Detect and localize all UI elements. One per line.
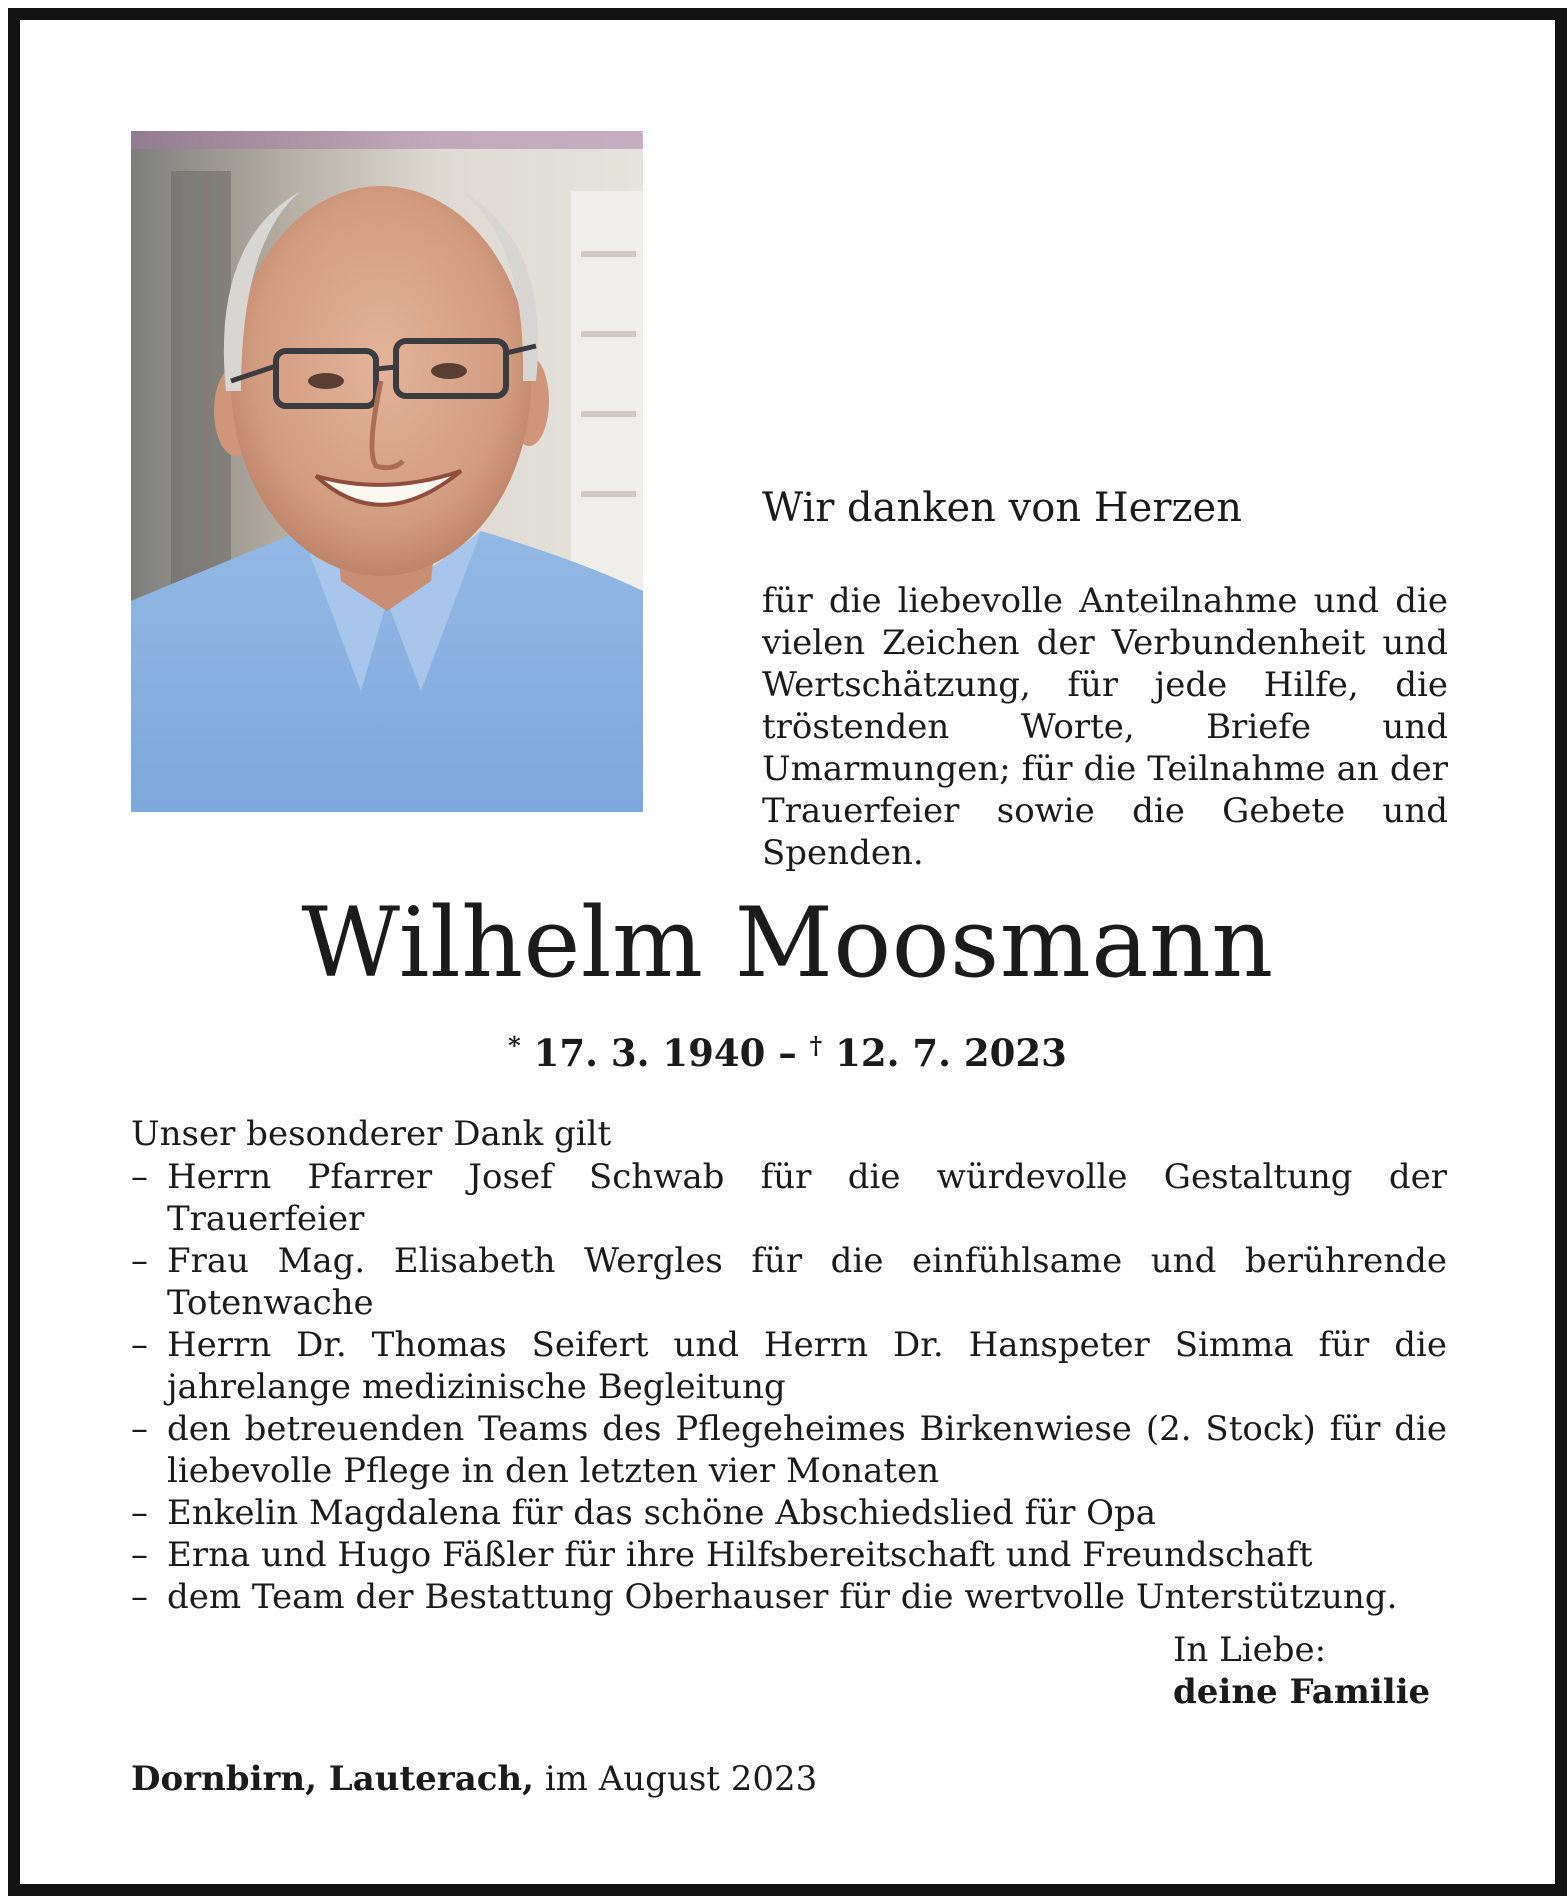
- place-date: im August 2023: [544, 1759, 818, 1799]
- place-date-line: [131, 1758, 817, 1800]
- dash-marker: –: [131, 1325, 148, 1365]
- portrait-photo: [131, 131, 643, 812]
- dash-marker: –: [131, 1241, 148, 1281]
- obituary-frame: [8, 8, 1567, 1896]
- signature-name: deine Familie: [1173, 1672, 1431, 1712]
- date-separator: –: [778, 1031, 810, 1075]
- list-item-text: dem Team der Bestattung Oberhauser für die wertvolle Unterstützung.: [167, 1577, 1398, 1617]
- deceased-name: Wilhelm Moosmann: [301, 887, 1274, 999]
- list-item-text: Herrn Pfarrer Josef Schwab für die würdevolle Gestaltung der Trauerfeier: [167, 1157, 1447, 1239]
- dank-heading: Unser besonderer Dank gilt: [131, 1114, 612, 1154]
- list-item: [131, 1534, 1447, 1576]
- list-item-text: Herrn Dr. Thomas Seifert und Herrn Dr. Hanspeter Simma für die jahrelange medizinische Begleitung: [167, 1325, 1447, 1407]
- list-item: [131, 1324, 1447, 1408]
- list-item-text: Frau Mag. Elisabeth Wergles für die einfühlsame und berührende Totenwache: [167, 1241, 1447, 1323]
- dash-marker: –: [131, 1157, 148, 1197]
- list-item-text: Enkelin Magdalena für das schöne Abschiedslied für Opa: [167, 1493, 1157, 1533]
- list-item: [131, 1240, 1447, 1324]
- dank-list: [131, 1156, 1447, 1618]
- list-item: [131, 1408, 1447, 1492]
- list-item: [131, 1492, 1447, 1534]
- obituary-content: [20, 20, 1555, 1884]
- dash-marker: –: [131, 1493, 148, 1533]
- list-item-text: Erna und Hugo Fäßler für ihre Hilfsbereitschaft und Freundschaft: [167, 1535, 1313, 1575]
- list-item: [131, 1156, 1447, 1240]
- dash-marker: –: [131, 1577, 148, 1617]
- portrait-illustration: [131, 131, 643, 812]
- place-locations: Dornbirn, Lauterach,: [131, 1759, 534, 1799]
- dash-marker: –: [131, 1535, 148, 1575]
- list-item-text: den betreuenden Teams des Pflegeheimes Birkenwiese (2. Stock) für die liebevolle Pflege in den letzten vier Monaten: [167, 1409, 1447, 1491]
- thanks-title: Wir danken von Herzen: [762, 485, 1242, 531]
- signature-label: In Liebe:: [1173, 1630, 1327, 1670]
- death-symbol: †: [809, 1031, 823, 1060]
- death-date: 12. 7. 2023: [835, 1031, 1067, 1075]
- dash-marker: –: [131, 1409, 148, 1449]
- thanks-text: für die liebevolle Anteilnahme und die vielen Zeichen der Verbundenheit und Wertschätzung, für jede Hilfe, die tröstenden Worte, Briefe und Umarmungen; für die Teilnahme an der Trauerfeier sowie die Gebete und Spenden.: [762, 581, 1448, 873]
- birth-date: 17. 3. 1940: [533, 1031, 766, 1075]
- birth-symbol: *: [508, 1031, 521, 1060]
- life-dates: [20, 1024, 1555, 1075]
- list-item: [131, 1576, 1447, 1618]
